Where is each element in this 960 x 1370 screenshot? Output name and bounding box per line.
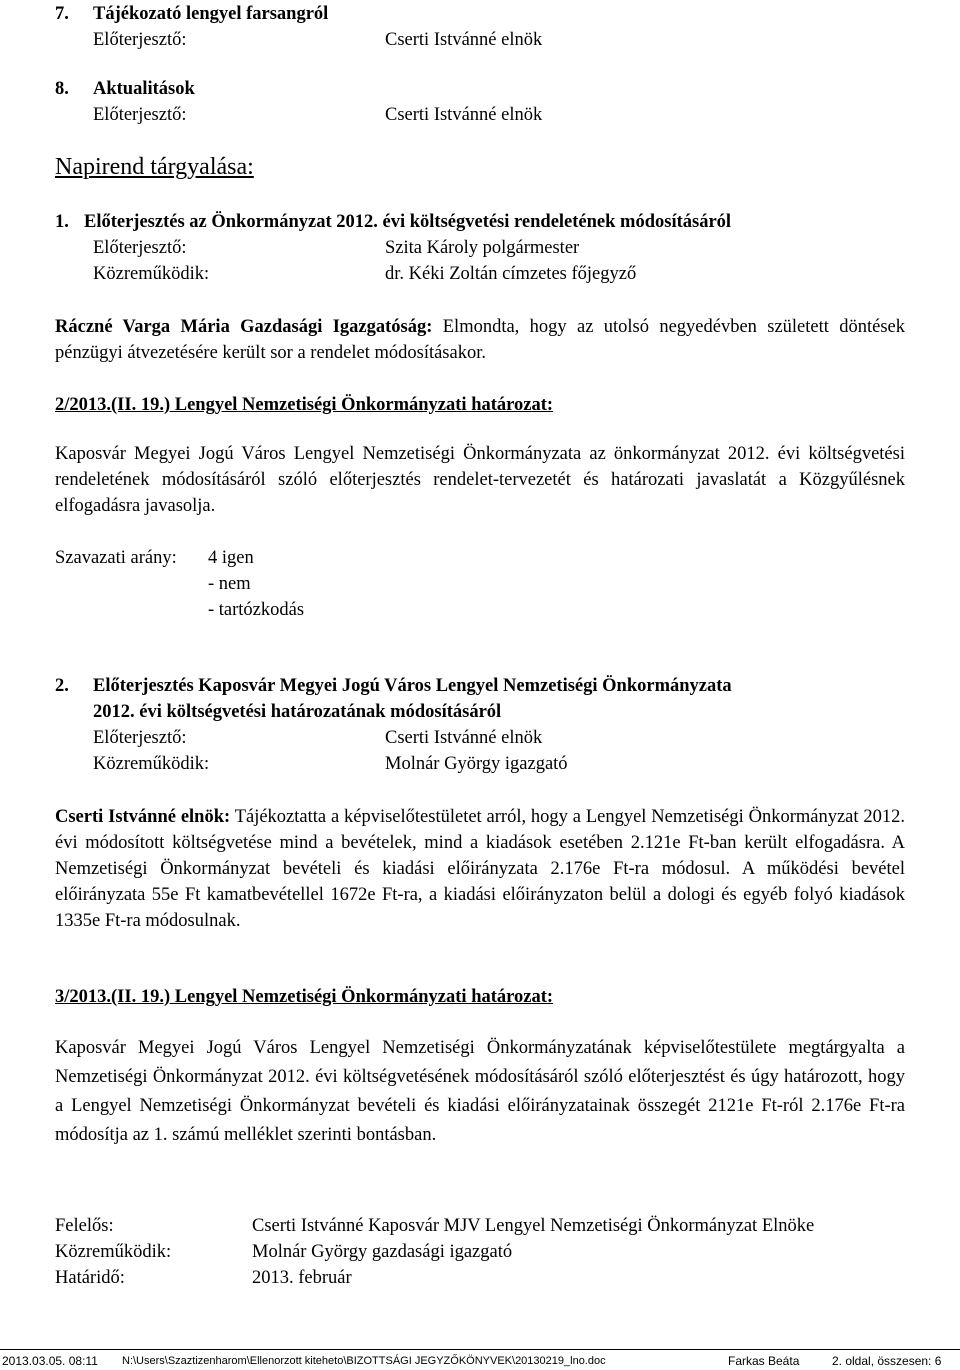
item-7-presenter: Cserti Istvánné elnök: [385, 30, 543, 50]
resolution-2-title: 2/2013.(II. 19.) Lengyel Nemzetiségi Önkormányzati határozat:: [55, 395, 554, 415]
section-2-speech: Tájékoztatta a képviselőtestületet arról, hogy a Lengyel Nemzetiségi Önkormányzat 2012. évi módosított költségvetése mind a bevételek, mind a kiadások esetében 2.121e Ft-ban került elfogadásra. A Nemzetiségi Önkormányzat bevételi és kiadási előirányzata 2.176e Ft-ra módosul. A működési bevétel előirányzata 55e Ft kamatbevétellel 1672e Ft-ra, a kiadási előirányzaton belül a dologi és egyéb folyó kiadások 1335e Ft-ra módosulnak.: [55, 807, 905, 931]
section-1-presenter-label: Előterjesztő:: [93, 238, 187, 258]
section-1-contributor-label: Közreműködik:: [93, 264, 210, 284]
section-2-presenter: Cserti Istvánné elnök: [385, 728, 543, 748]
item-7-presenter-label: Előterjesztő:: [93, 30, 187, 50]
resolution-3-text: Kaposvár Megyei Jogú Város Lengyel Nemzetiségi Önkormányzatának képviselőtestülete megtárgyalta a Nemzetiségi Önkormányzat 2012. évi költségvetésének módosításáról szóló előterjesztést és úgy határozott, hogy a Lengyel Nemzetiségi Önkormányzat bevételi és kiadási előirányzatainak összegét 2121e Ft-ról 2.176e Ft-ra módosítja az 1. számú melléklet szerinti bontásban.: [55, 1038, 905, 1145]
section-1-speech: Elmondta, hogy az utolsó negyedévben született döntések pénzügyi átvezetésére került sor a rendelet módosításakor.: [55, 317, 905, 363]
section-2-presenter-label: Előterjesztő:: [93, 728, 187, 748]
resolution-3-title: 3/2013.(II. 19.) Lengyel Nemzetiségi Önkormányzati határozat:: [55, 987, 554, 1007]
item-7-number: 7.: [55, 4, 69, 24]
item-8-presenter-label: Előterjesztő:: [93, 105, 187, 125]
section-2-title-line2: 2012. évi költségvetési határozatának módosításáról: [93, 702, 502, 722]
section-1-number: 1.: [55, 212, 69, 232]
vote-abstain: - tartózkodás: [208, 600, 305, 620]
vote-yes: 4 igen: [208, 548, 254, 568]
deadline: 2013. február: [252, 1268, 352, 1288]
vote-label: Szavazati arány:: [55, 548, 177, 568]
footer-page-number: 2. oldal, összesen: 6: [832, 1354, 942, 1368]
footer-timestamp: 2013.03.05. 08:11: [2, 1354, 98, 1368]
deadline-label: Határidő:: [55, 1268, 125, 1288]
section-1-presenter: Szita Károly polgármester: [385, 238, 580, 258]
item-8-title: Aktualitások: [93, 79, 195, 99]
contributor-2: Molnár György gazdasági igazgató: [252, 1242, 513, 1262]
item-8-number: 8.: [55, 79, 69, 99]
agenda-heading: Napirend tárgyalása:: [55, 154, 254, 180]
contributor-2-label: Közreműködik:: [55, 1242, 172, 1262]
item-8-presenter: Cserti Istvánné elnök: [385, 105, 543, 125]
section-1-speech-paragraph: [55, 314, 905, 366]
vote-no: - nem: [208, 574, 251, 594]
responsible-label: Felelős:: [55, 1216, 114, 1236]
section-1-speaker: Ráczné Varga Mária Gazdasági Igazgatóság:: [55, 317, 433, 337]
responsible: Cserti Istvánné Kaposvár MJV Lengyel Nemzetiségi Önkormányzat Elnöke: [252, 1216, 815, 1236]
section-2-contributor: Molnár György igazgató: [385, 754, 568, 774]
footer-author: Farkas Beáta: [728, 1354, 800, 1368]
footer-file-path: N:\Users\Szaztizenharom\Ellenorzott kiteheto\BIZOTTSÁGI JEGYZŐKÖNYVEK\20130219_lno.doc: [122, 1355, 606, 1367]
section-1-title: Előterjesztés az Önkormányzat 2012. évi költségvetési rendeletének módosításáról: [84, 212, 732, 232]
section-2-number: 2.: [55, 676, 69, 696]
section-2-speaker: Cserti Istvánné elnök:: [55, 807, 231, 827]
resolution-2-text: Kaposvár Megyei Jogú Város Lengyel Nemzetiségi Önkormányzata az önkormányzat 2012. évi költségvetési rendeletének módosításáról szóló előterjesztés rendelet-tervezetét és határozati javaslatát a Közgyűlésnek elfogadásra javasolja.: [55, 444, 905, 516]
section-1-contributor: dr. Kéki Zoltán címzetes főjegyző: [385, 264, 637, 284]
section-2-contributor-label: Közreműködik:: [93, 754, 210, 774]
section-2-title-line1: Előterjesztés Kaposvár Megyei Jogú Város Lengyel Nemzetiségi Önkormányzata: [93, 676, 732, 696]
item-7-title: Tájékozató lengyel farsangról: [93, 4, 329, 24]
footer-divider: [0, 1349, 960, 1350]
page-footer: [0, 1352, 960, 1370]
section-2-speech-paragraph: [55, 804, 905, 934]
